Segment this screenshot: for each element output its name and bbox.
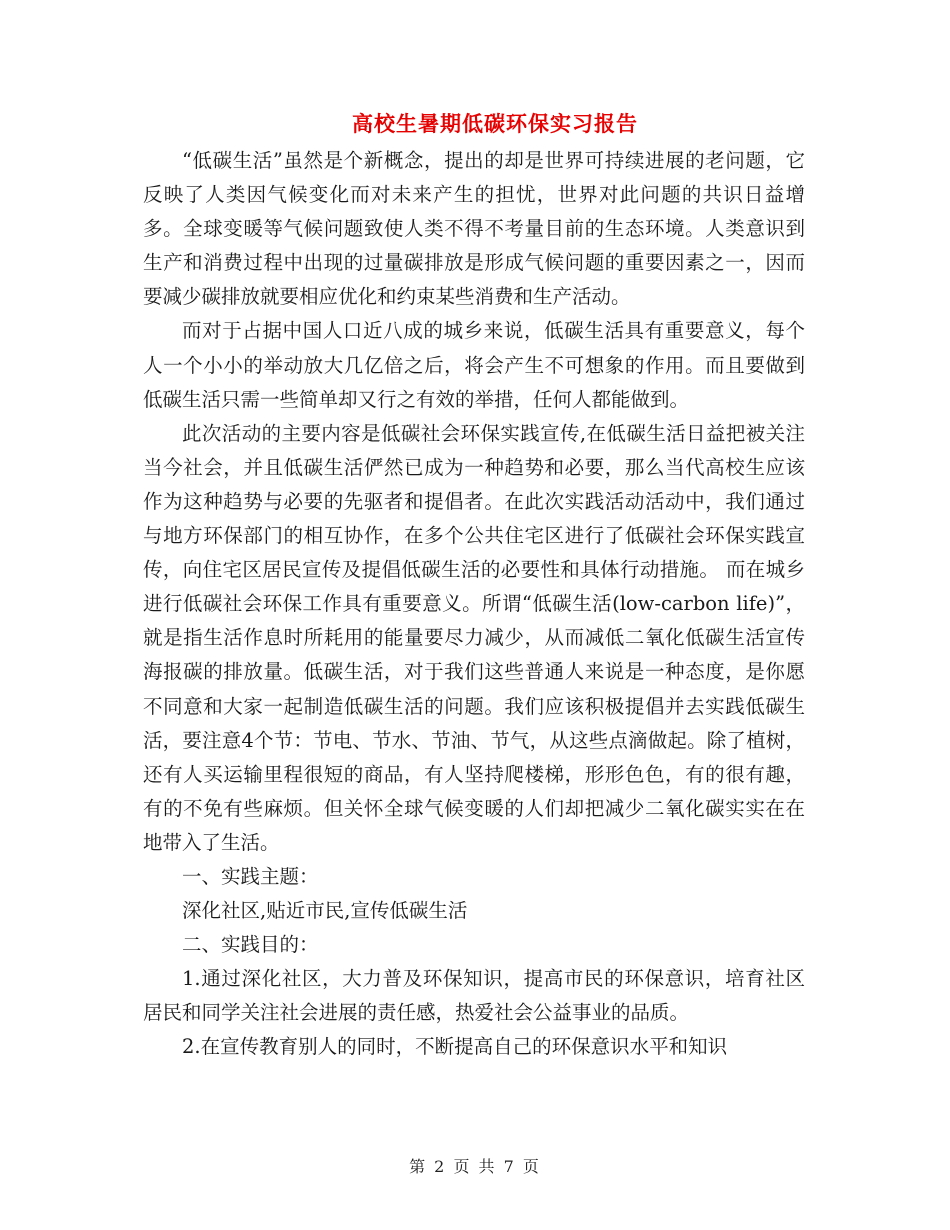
- paragraph-purpose-2: 2.在宣传教育别人的同时，不断提高自己的环保意识水平和知识: [182, 1035, 728, 1059]
- paragraph-intro: “低碳生活”虽然是个新概念，提出的却是世界可持续进展的老问题，它反映了人类因气候变化而对未来产生的担忧，世界对此问题的共识日益增多。全球变暖等气候问题致使人类不得不考量目前的生态环境。人类意识到生产和消费过程中出现的过量碳排放是形成气候问题的重要因素之一，因而要减少碳排放就要相应优化和约束某些消费和生产活动。: [143, 149, 805, 309]
- section-heading-purpose: 二、实践目的：: [182, 933, 319, 957]
- paragraph-activity: 此次活动的主要内容是低碳社会环保实践宣传,在低碳生活日益把被关注当今社会，并且低碳生活俨然已成为一种趋势和必要，那么当代高校生应该作为这种趋势与必要的先驱者和提倡者。在此次实践活动活动中，我们通过与地方环保部门的相互协作，在多个公共住宅区进行了低碳社会环保实践宣传，向住宅区居民宣传及提倡低碳生活的必要性和具体行动措施。 而在城乡进行低碳社会环保工作具有重要意义。所谓“低碳生活(low-carbon life)”，就是指生活作息时所耗用的能量要尽力减少，从而减低二氧化低碳生活宣传海报碳的排放量。低碳生活，对于我们这些普通人来说是一种态度，是你愿不同意和大家一起制造低碳生活的问题。我们应该积极提倡并去实践低碳生活，要注意4个节：节电、节水、节油、节气，从这些点滴做起。除了植树，还有人买运输里程很短的商品，有人坚持爬楼梯，形形色色，有的很有趣，有的不免有些麻烦。但关怀全球气候变暖的人们却把减少二氧化碳实实在在地带入了生活。: [143, 421, 805, 854]
- document-title: 高校生暑期低碳环保实习报告: [352, 111, 638, 136]
- paragraph-importance: 而对于占据中国人口近八成的城乡来说，低碳生活具有重要意义，每个人一个小小的举动放大几亿倍之后，将会产生不可想象的作用。而且要做到低碳生活只需一些简单却又行之有效的举措，任何人都能做到。: [143, 319, 805, 411]
- section-heading-theme: 一、实践主题：: [182, 864, 319, 888]
- paragraph-theme: 深化社区,贴近市民,宣传低碳生活: [182, 899, 468, 923]
- page-number-footer: 第 2 页 共 7 页: [409, 1157, 541, 1176]
- document-body: [143, 144, 805, 1065]
- paragraph-purpose-1: 1.通过深化社区，大力普及环保知识，提高市民的环保意识，培育社区居民和同学关注社会进展的责任感，热爱社会公益事业的品质。: [143, 967, 805, 1025]
